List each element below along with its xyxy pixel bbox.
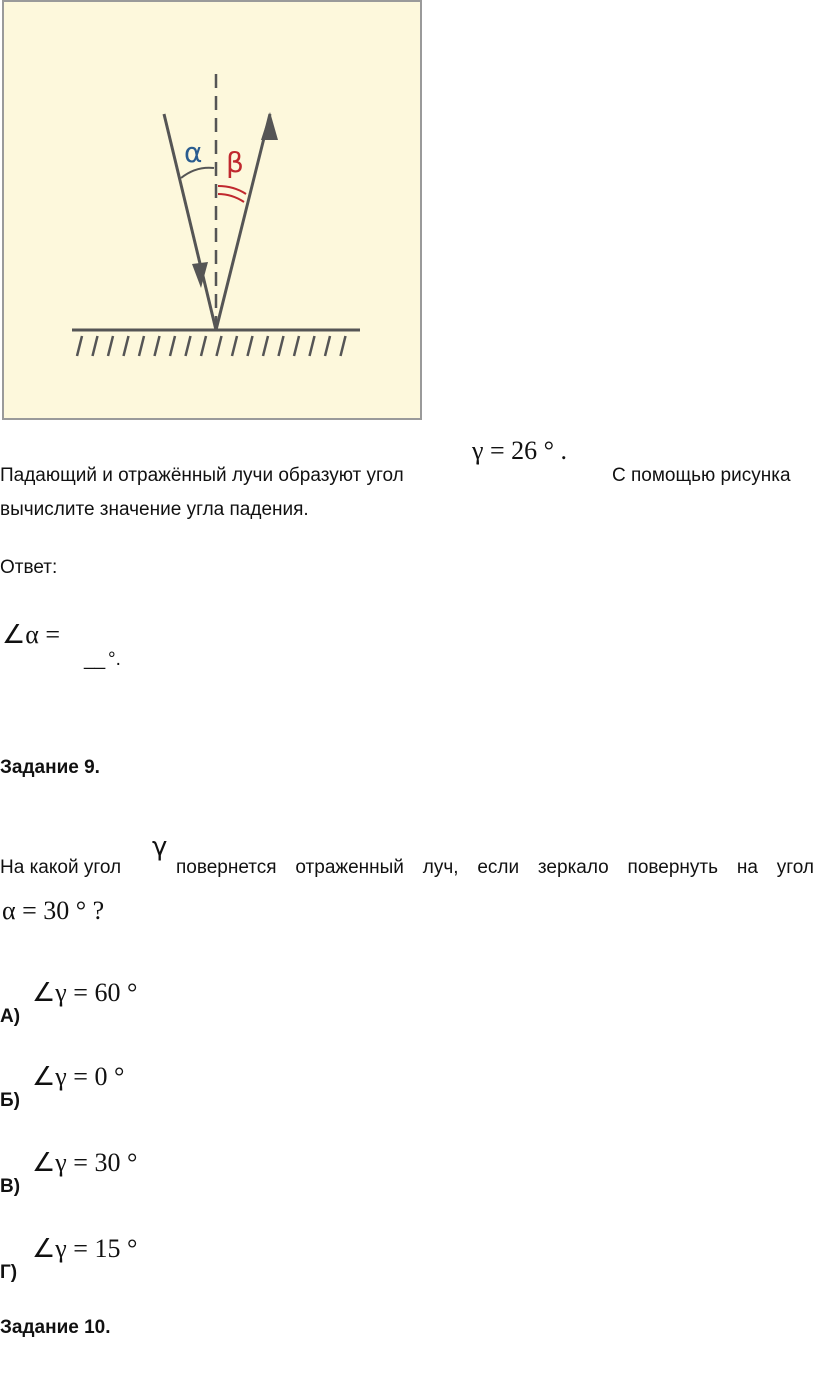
- option-a-expression: ∠γ = 60 °: [32, 978, 138, 1007]
- hatch-mark: [77, 336, 82, 356]
- hatch-mark: [217, 336, 222, 356]
- hatch-mark: [294, 336, 299, 356]
- hatch-mark: [124, 336, 129, 356]
- answer-label: Ответ:: [0, 557, 58, 578]
- task9-heading: Задание 9.: [0, 757, 100, 778]
- task8-text-before: Падающий и отражённый лучи образуют угол: [0, 465, 404, 486]
- task9-gamma-symbol: γ: [152, 832, 168, 862]
- hatch-mark: [170, 336, 175, 356]
- task10-heading: Задание 10.: [0, 1317, 111, 1338]
- beta-label: β: [226, 146, 244, 179]
- beta-arc-1: [218, 186, 246, 194]
- answer-blank[interactable]: __: [84, 649, 106, 670]
- hatch-mark: [155, 336, 160, 356]
- hatch-mark: [139, 336, 144, 356]
- task8-gamma-expression: γ = 26 ° .: [472, 436, 568, 465]
- hatch-mark: [263, 336, 268, 356]
- answer-suffix: °.: [108, 649, 121, 670]
- reflection-figure: [2, 0, 422, 420]
- hatch-mark: [232, 336, 237, 356]
- hatch-mark: [325, 336, 330, 356]
- option-b-expression: ∠γ = 0 °: [32, 1062, 125, 1091]
- task9-text-start: На какой угол: [0, 857, 122, 878]
- answer-expression: ∠α =: [2, 620, 61, 649]
- beta-arc-2: [218, 194, 244, 202]
- hatch-mark: [108, 336, 113, 356]
- alpha-arc: [181, 168, 214, 178]
- option-v-expression: ∠γ = 30 °: [32, 1148, 138, 1177]
- option-b-label[interactable]: Б): [0, 1090, 20, 1111]
- hatch-mark: [186, 336, 191, 356]
- task8-text-line2: вычислите значение угла падения.: [0, 499, 309, 520]
- option-g-label[interactable]: Г): [0, 1262, 18, 1283]
- mirror-hatching: [77, 336, 346, 356]
- task9-alpha-expression: α = 30 ° ?: [2, 896, 105, 925]
- task8-text-after: С помощью рисунка: [612, 465, 791, 486]
- hatch-mark: [248, 336, 253, 356]
- hatch-mark: [201, 336, 206, 356]
- hatch-mark: [341, 336, 346, 356]
- hatch-mark: [310, 336, 315, 356]
- hatch-mark: [93, 336, 98, 356]
- hatch-mark: [279, 336, 284, 356]
- task9-text-rest: повернется отраженный луч, если зеркало повернуть на угол: [176, 857, 814, 878]
- reflection-diagram: [4, 2, 424, 422]
- option-v-label[interactable]: В): [0, 1176, 21, 1197]
- alpha-label: α: [184, 136, 203, 169]
- reflected-arrow: [261, 112, 278, 140]
- option-g-expression: ∠γ = 15 °: [32, 1234, 138, 1263]
- option-a-label[interactable]: А): [0, 1006, 21, 1027]
